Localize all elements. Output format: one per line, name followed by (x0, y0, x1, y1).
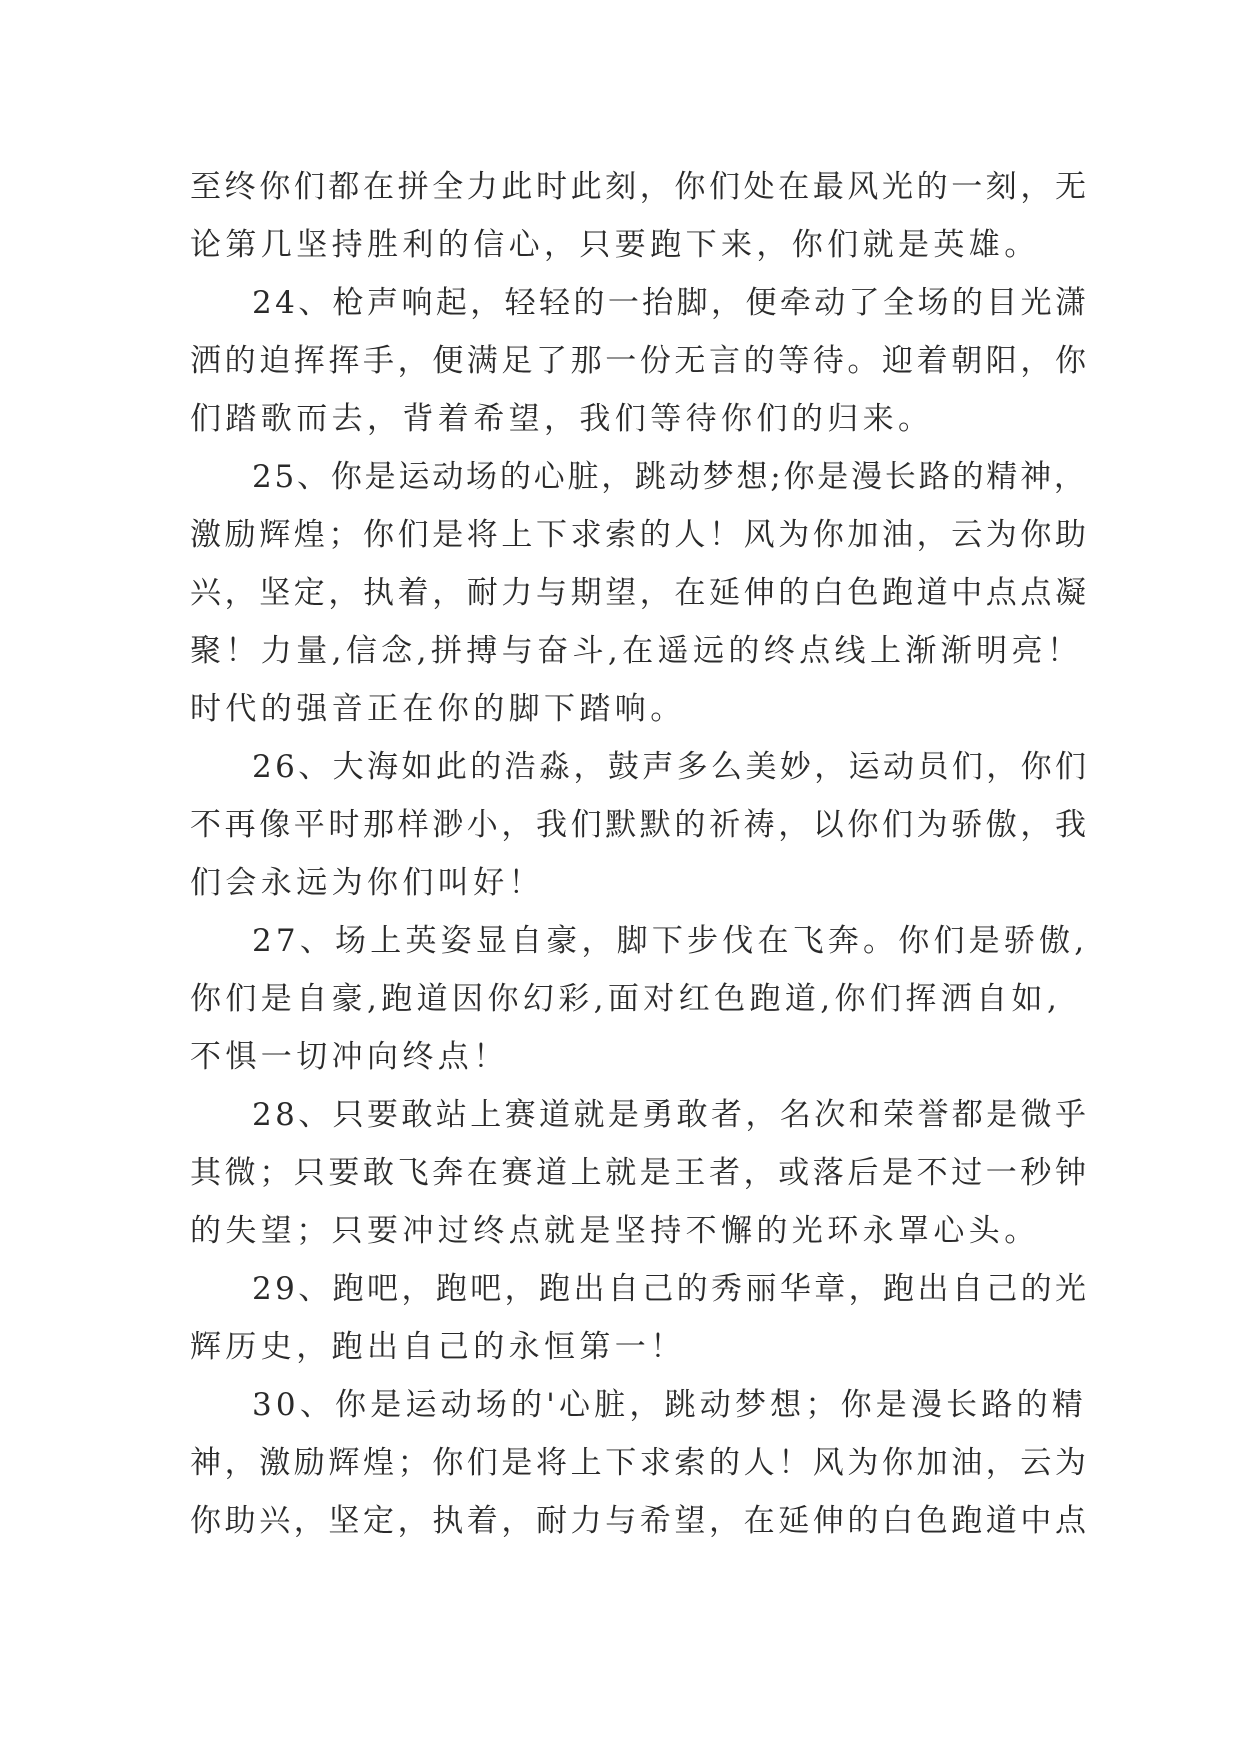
text-line: 兴，坚定，执着，耐力与期望，在延伸的白色跑道中点点凝 (190, 575, 1090, 611)
paragraph-24-start: 24、枪声响起，轻轻的一抬脚，便牵动了全场的目光潇 (252, 285, 1090, 321)
text-line: 至终你们都在拼全力此时此刻，你们处在最风光的一刻，无 (190, 169, 1090, 205)
text-line: 激励辉煌；你们是将上下求索的人！风为你加油，云为你助 (190, 517, 1090, 553)
paragraph-27-start: 27、场上英姿显自豪，脚下步伐在飞奔。你们是骄傲, (252, 923, 1089, 959)
text-line: 洒的迫挥挥手，便满足了那一份无言的等待。迎着朝阳，你 (190, 343, 1090, 379)
text-line: 神，激励辉煌；你们是将上下求索的人！风为你加油，云为 (190, 1445, 1090, 1481)
text-line: 你们是自豪,跑道因你幻彩,面对红色跑道,你们挥洒自如, (190, 981, 1062, 1017)
text-line: 不再像平时那样渺小，我们默默的祈祷，以你们为骄傲，我 (190, 807, 1090, 843)
paragraph-26-start: 26、大海如此的浩淼，鼓声多么美妙，运动员们，你们 (252, 749, 1090, 785)
text-line: 辉历史，跑出自己的永恒第一！ (190, 1329, 686, 1365)
text-line: 论第几坚持胜利的信心，只要跑下来，你们就是英雄。 (190, 227, 1040, 263)
text-line: 其微；只要敢飞奔在赛道上就是王者，或落后是不过一秒钟 (190, 1155, 1090, 1191)
text-line: 们会永远为你们叫好！ (190, 865, 544, 901)
paragraph-25-start: 25、你是运动场的心脏，跳动梦想;你是漫长路的精神， (252, 459, 1088, 495)
text-line: 聚！力量,信念,拼搏与奋斗,在遥远的终点线上渐渐明亮！ (190, 633, 1083, 669)
text-line: 你助兴，坚定，执着，耐力与希望，在延伸的白色跑道中点 (190, 1503, 1090, 1539)
paragraph-29-start: 29、跑吧，跑吧，跑出自己的秀丽华章，跑出自己的光 (252, 1271, 1090, 1307)
paragraph-30-start: 30、你是运动场的'心脏，跳动梦想；你是漫长路的精 (252, 1387, 1087, 1423)
text-line: 时代的强音正在你的脚下踏响。 (190, 691, 686, 727)
text-line: 不惧一切冲向终点！ (190, 1039, 509, 1075)
text-line: 的失望；只要冲过终点就是坚持不懈的光环永罩心头。 (190, 1213, 1040, 1249)
text-line: 们踏歌而去，背着希望，我们等待你们的归来。 (190, 401, 934, 437)
paragraph-28-start: 28、只要敢站上赛道就是勇敢者，名次和荣誉都是微乎 (252, 1097, 1090, 1133)
